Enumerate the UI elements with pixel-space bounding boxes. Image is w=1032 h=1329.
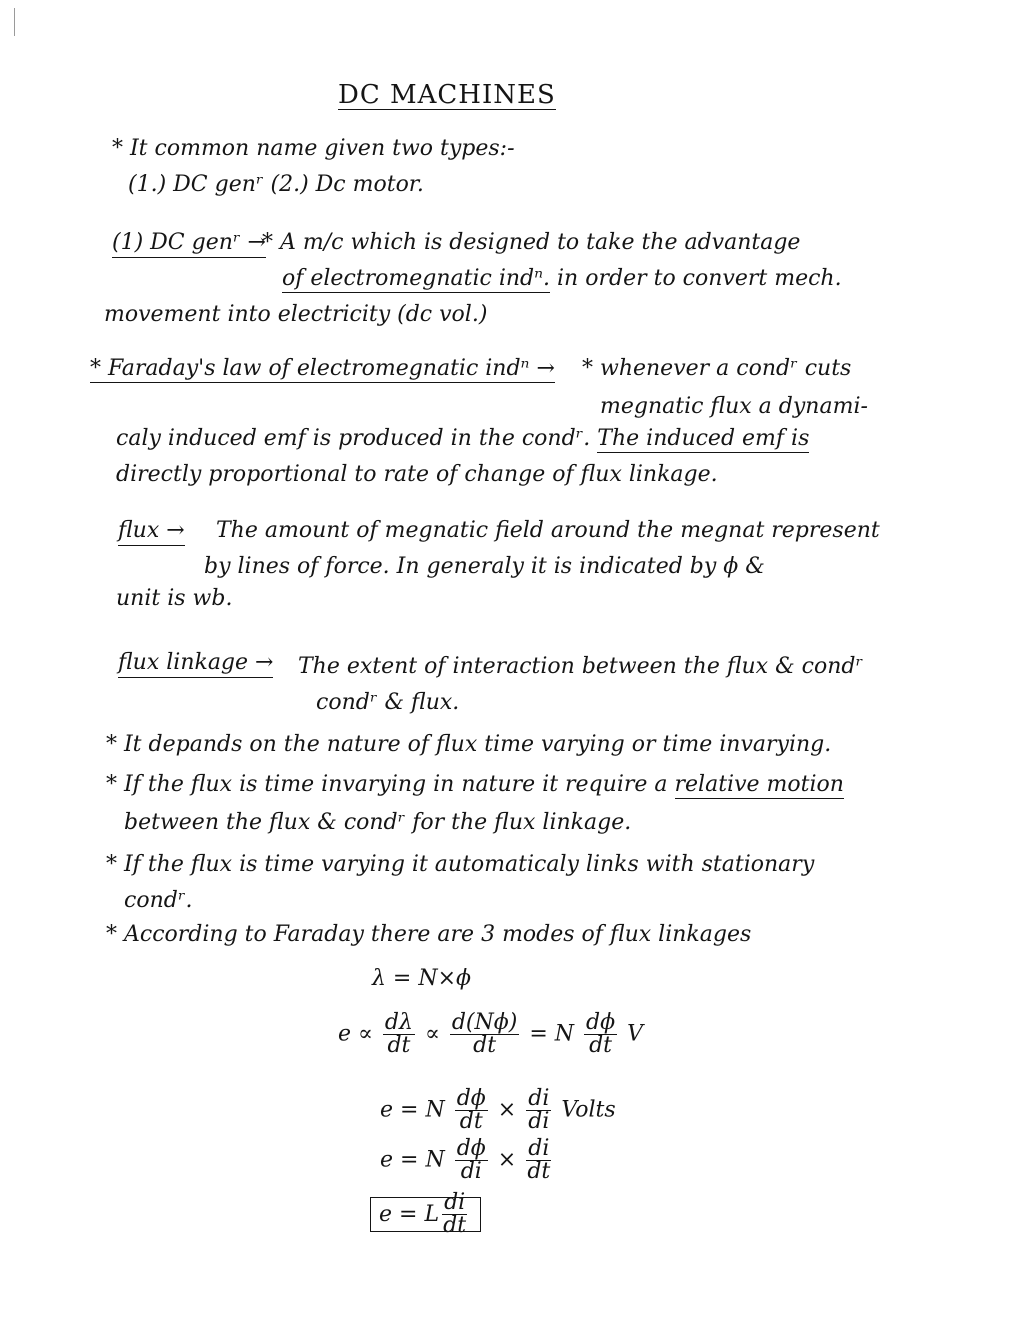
eq3-unit: Volts (561, 1097, 616, 1123)
flux-linkage-bullet-2 (106, 772, 844, 798)
eq2-fraction-1 (383, 1012, 415, 1057)
eq2-f1-den: dt (387, 1033, 411, 1058)
dc-gen-line-3: movement into electricity (dc vol.) (104, 302, 488, 327)
flux-line-3: unit is wb. (116, 586, 233, 611)
dc-gen-line-1: * A m/c which is designed to take the advantage (262, 230, 801, 255)
flux-linkage-bullet-1: * It depands on the nature of flux time varying or time invarying. (106, 732, 832, 757)
flux-label: flux → (118, 518, 185, 546)
flux-linkage-line-2: condʳ & flux. (316, 690, 460, 715)
eq3-fraction-2 (526, 1088, 551, 1133)
eq4-f2-num: di (528, 1136, 550, 1161)
flux-linkage-bullet-4: * According to Faraday there are 3 modes of flux linkages (106, 922, 752, 947)
dc-gen-term-indn: of electromegnatic indⁿ. (282, 266, 551, 291)
eq3-times: × (497, 1097, 517, 1123)
scan-edge-mark (14, 8, 15, 36)
faraday-label-text: * Faraday's law of electromegnatic indⁿ → (90, 356, 555, 381)
eq5-num: di (444, 1190, 466, 1215)
faraday-line-1: * whenever a condʳ cuts (582, 356, 852, 381)
eq3-f1-den: dt (459, 1109, 483, 1134)
dc-gen-label: (1) DC genʳ → (112, 230, 266, 258)
intro-line-2: (1.) DC genʳ (2.) Dc motor. (128, 172, 424, 197)
flux-line-2: by lines of force. In generaly it is indicated by ϕ & (204, 554, 765, 579)
flux-linkage-bullet-3: * If the flux is time varying it automaticaly links with stationary (106, 852, 815, 877)
eq3-f2-den: di (528, 1109, 550, 1134)
flux-linkage-label: flux linkage → (118, 650, 273, 678)
equation-inductance-boxed (370, 1192, 481, 1237)
eq3-fraction-1 (455, 1088, 488, 1133)
flux-linkage-line-1: The extent of interaction between the flux & condʳ (298, 654, 864, 679)
bullet-2-text: * If the flux is time invarying in nature it require a (106, 772, 675, 797)
faraday-line-3a: caly induced emf is produced in the condʳ. (116, 426, 591, 451)
dc-gen-line-2 (282, 266, 842, 292)
dc-gen-line-2-rest: in order to convert mech. (550, 266, 842, 291)
eq2-f1-num: dλ (384, 1010, 413, 1035)
eq2-fraction-3 (584, 1012, 617, 1057)
faraday-line-3 (116, 426, 809, 452)
eq4-fraction-1 (455, 1138, 488, 1183)
eq2-fraction-2 (450, 1012, 520, 1057)
equation-flux-linkage: λ = N×ϕ (372, 966, 472, 991)
flux-linkage-bullet-2-cont: between the flux & condʳ for the flux linkage. (124, 810, 632, 835)
eq4-f1-den: di (460, 1159, 482, 1184)
eq3-f2-num: di (528, 1086, 550, 1111)
faraday-line-3b: The induced emf is (597, 426, 810, 451)
eq2-eq: = N (529, 1021, 575, 1047)
flux-line-1: The amount of megnatic field around the megnat represent (216, 518, 880, 543)
equation-emf-proportional (338, 1012, 643, 1057)
eq5-den: dt (443, 1213, 467, 1238)
eq5-fraction (442, 1192, 467, 1237)
equation-emf-chain (380, 1138, 554, 1183)
faraday-line-4: directly proportional to rate of change of flux linkage. (116, 462, 718, 487)
eq2-lhs: e ∝ (338, 1021, 373, 1047)
eq2-f3-num: dϕ (586, 1010, 616, 1035)
equation-emf-volts (380, 1088, 616, 1133)
eq2-unit: V (627, 1021, 643, 1047)
eq3-f1-num: dϕ (456, 1086, 486, 1111)
eq4-fraction-2 (526, 1138, 551, 1183)
eq2-mid: ∝ (424, 1021, 440, 1047)
page-title: DC MACHINES (338, 80, 556, 110)
eq5-lhs: e = L (379, 1201, 440, 1227)
intro-line-1: * It common name given two types:- (112, 136, 515, 161)
eq2-f3-den: dt (589, 1033, 613, 1058)
eq2-f2-den: dt (473, 1033, 497, 1058)
eq3-lhs: e = N (380, 1097, 445, 1123)
eq4-f2-den: dt (527, 1159, 551, 1184)
flux-linkage-bullet-3-cont: condʳ. (124, 888, 193, 913)
bullet-2-term: relative motion (674, 772, 844, 797)
eq4-times: × (497, 1147, 517, 1173)
eq4-f1-num: dϕ (456, 1136, 486, 1161)
eq2-f2-num: d(Nϕ) (451, 1010, 518, 1035)
faraday-line-2: megnatic flux a dynami- (600, 394, 868, 419)
boxed-result (370, 1190, 481, 1238)
faraday-label (90, 356, 555, 382)
eq4-lhs: e = N (380, 1147, 445, 1173)
